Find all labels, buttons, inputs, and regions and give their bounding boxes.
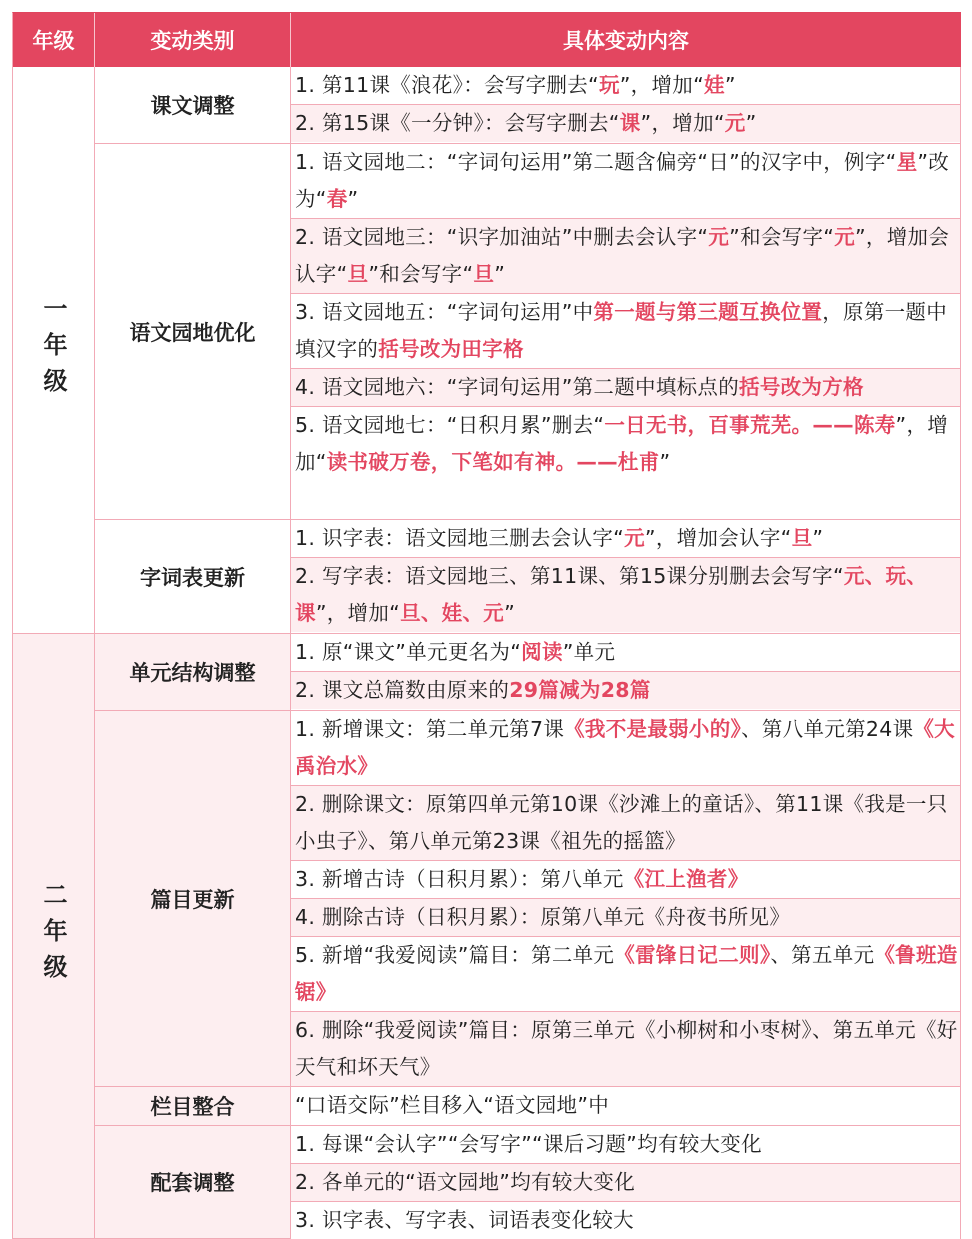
item-text: 1. 新增课文：第二单元第7课 [295, 717, 565, 741]
highlight-text: 旦 [347, 262, 369, 286]
category-cell: 配套调整 [95, 1126, 291, 1239]
item-text: 4. 语文园地六：“字词句运用”第二题中填标点的 [295, 375, 740, 399]
item-text: ” [724, 73, 736, 97]
item-text: ” [347, 187, 359, 211]
item-text: ” [494, 262, 506, 286]
grade-label: 一年级 [39, 296, 67, 404]
item-text: 1. 第11课《浪花》：会写字删去“ [295, 73, 599, 97]
change-item [291, 67, 960, 105]
category-cell: 单元结构调整 [95, 634, 291, 711]
category-cell: 栏目整合 [95, 1087, 291, 1126]
item-text: 1. 识字表：语文园地三删去会认字“ [295, 526, 625, 550]
content-cell [291, 67, 961, 144]
change-item [291, 1164, 960, 1202]
item-text: ” [745, 111, 757, 135]
content-cell [291, 634, 961, 711]
item-text: 2. 写字表：语文园地三、第11课、第15课分别删去会写字“ [295, 564, 844, 588]
highlight-text: 阅读 [521, 640, 563, 664]
item-text: 、第八单元第24课 [741, 717, 914, 741]
change-item [291, 1087, 960, 1124]
item-text: ”和会写字“ [729, 225, 835, 249]
change-item [291, 105, 960, 142]
highlight-text: 春 [326, 187, 348, 211]
category-cell: 字词表更新 [95, 520, 291, 634]
item-text: ”，增加会认字“ [295, 225, 950, 286]
change-item [291, 520, 960, 558]
change-item [291, 711, 960, 786]
change-item [291, 369, 960, 407]
category-cell: 课文调整 [95, 67, 291, 144]
change-item [291, 219, 960, 294]
item-text: ”，增加“ [315, 601, 401, 625]
highlight-text: 《大禹治水》 [295, 717, 955, 778]
item-text: 6. 删除“我爱阅读”篇目：原第三单元《小柳树和小枣树》、第五单元《好天气和坏天气》 [295, 1018, 958, 1079]
change-item [291, 672, 960, 709]
item-text: 3. 识字表、写字表、词语表变化较大 [295, 1208, 634, 1232]
item-text: ”和会写字“ [368, 262, 474, 286]
content-cell [291, 1087, 961, 1126]
change-item [291, 937, 960, 1012]
content-cell [291, 520, 961, 634]
highlight-text: 《雷锋日记二则》 [614, 943, 771, 967]
header-category: 变动类别 [95, 13, 291, 67]
highlight-text: 《鲁班造锯》 [295, 943, 958, 1004]
category-cell: 篇目更新 [95, 711, 291, 1087]
grade-cell [13, 67, 95, 634]
item-text: ”，增加“ [640, 111, 725, 135]
item-text: 2. 语文园地三：“识字加油站”中删去会认字“ [295, 225, 709, 249]
content-cell [291, 711, 961, 1087]
item-text: 5. 语文园地七：“日积月累”删去“ [295, 413, 605, 437]
change-item [291, 294, 960, 369]
change-item [291, 407, 960, 481]
item-text: 4. 删除古诗（日积月累）：原第八单元《舟夜书所见》 [295, 905, 791, 929]
header-content: 具体变动内容 [291, 13, 961, 67]
item-text: 2. 课文总篇数由原来的 [295, 678, 510, 702]
highlight-text: 旦、娃、元 [400, 601, 505, 625]
item-text: ”，增加“ [619, 73, 704, 97]
highlight-text: 娃 [704, 73, 725, 97]
category-cell: 语文园地优化 [95, 144, 291, 520]
content-cell [291, 144, 961, 520]
highlight-text: 《我不是最弱小的》 [564, 717, 742, 741]
highlight-text: 元、玩、课 [295, 564, 928, 625]
highlight-text: 旦 [473, 262, 495, 286]
item-text: 2. 各单元的“语文园地”均有较大变化 [295, 1170, 636, 1194]
highlight-text: 元 [624, 526, 645, 550]
item-text: ” [812, 526, 824, 550]
grade-label: 二年级 [39, 882, 67, 990]
highlight-text: 《江上渔者》 [623, 867, 749, 891]
change-item [291, 786, 960, 861]
highlight-text: 元 [708, 225, 730, 249]
item-text: 3. 语文园地五：“字词句运用”中 [295, 300, 594, 324]
highlight-text: 29篇减为28篇 [509, 678, 651, 702]
highlight-text: 括号改为田字格 [378, 337, 524, 361]
highlight-text: 元 [724, 111, 746, 135]
highlight-text: 玩 [598, 73, 620, 97]
item-text: ，原第一题中填汉字的 [295, 300, 948, 361]
change-table [12, 12, 961, 1239]
highlight-text: 读书破万卷，下笔如有神。——杜甫 [326, 450, 660, 474]
highlight-text: 一日无书，百事荒芜。——陈寿 [604, 413, 896, 437]
grade-cell [13, 634, 95, 1239]
change-item [291, 899, 960, 937]
item-text: 1. 原“课文”单元更名为“ [295, 640, 522, 664]
item-text: 5. 新增“我爱阅读”篇目：第二单元 [295, 943, 615, 967]
item-text: ” [504, 601, 515, 625]
change-item [291, 558, 960, 632]
item-text: ” [659, 450, 671, 474]
change-item [291, 1012, 960, 1086]
change-item [291, 634, 960, 672]
change-item [291, 1126, 960, 1164]
item-text: 3. 新增古诗（日积月累）：第八单元 [295, 867, 624, 891]
item-text: ”改为“ [295, 150, 950, 211]
change-item [291, 144, 960, 219]
item-text: ”，增加“ [295, 413, 949, 474]
item-text: 1. 每课“会认字”“会写字”“课后习题”均有较大变化 [295, 1132, 762, 1156]
highlight-text: 括号改为方格 [739, 375, 864, 399]
content-cell [291, 1126, 961, 1239]
item-text: 、第五单元 [770, 943, 875, 967]
highlight-text: 星 [896, 150, 918, 174]
change-item [291, 861, 960, 899]
item-text: 1. 语文园地二：“字词句运用”第二题含偏旁“日”的汉字中，例字“ [295, 150, 897, 174]
highlight-text: 课 [619, 111, 641, 135]
highlight-text: 第一题与第三题互换位置 [593, 300, 823, 324]
item-text: 2. 第15课《一分钟》：会写字删去“ [295, 111, 620, 135]
item-text: “口语交际”栏目移入“语文园地”中 [295, 1093, 610, 1117]
item-text: ”单元 [562, 640, 616, 664]
header-grade: 年级 [13, 13, 95, 67]
change-item [291, 1202, 960, 1239]
item-text: ”，增加会认字“ [644, 526, 792, 550]
item-text: 2. 删除课文：原第四单元第10课《沙滩上的童话》、第11课《我是一只小虫子》、第八单元第23课《祖先的摇篮》 [295, 792, 948, 853]
highlight-text: 旦 [791, 526, 813, 550]
highlight-text: 元 [834, 225, 856, 249]
